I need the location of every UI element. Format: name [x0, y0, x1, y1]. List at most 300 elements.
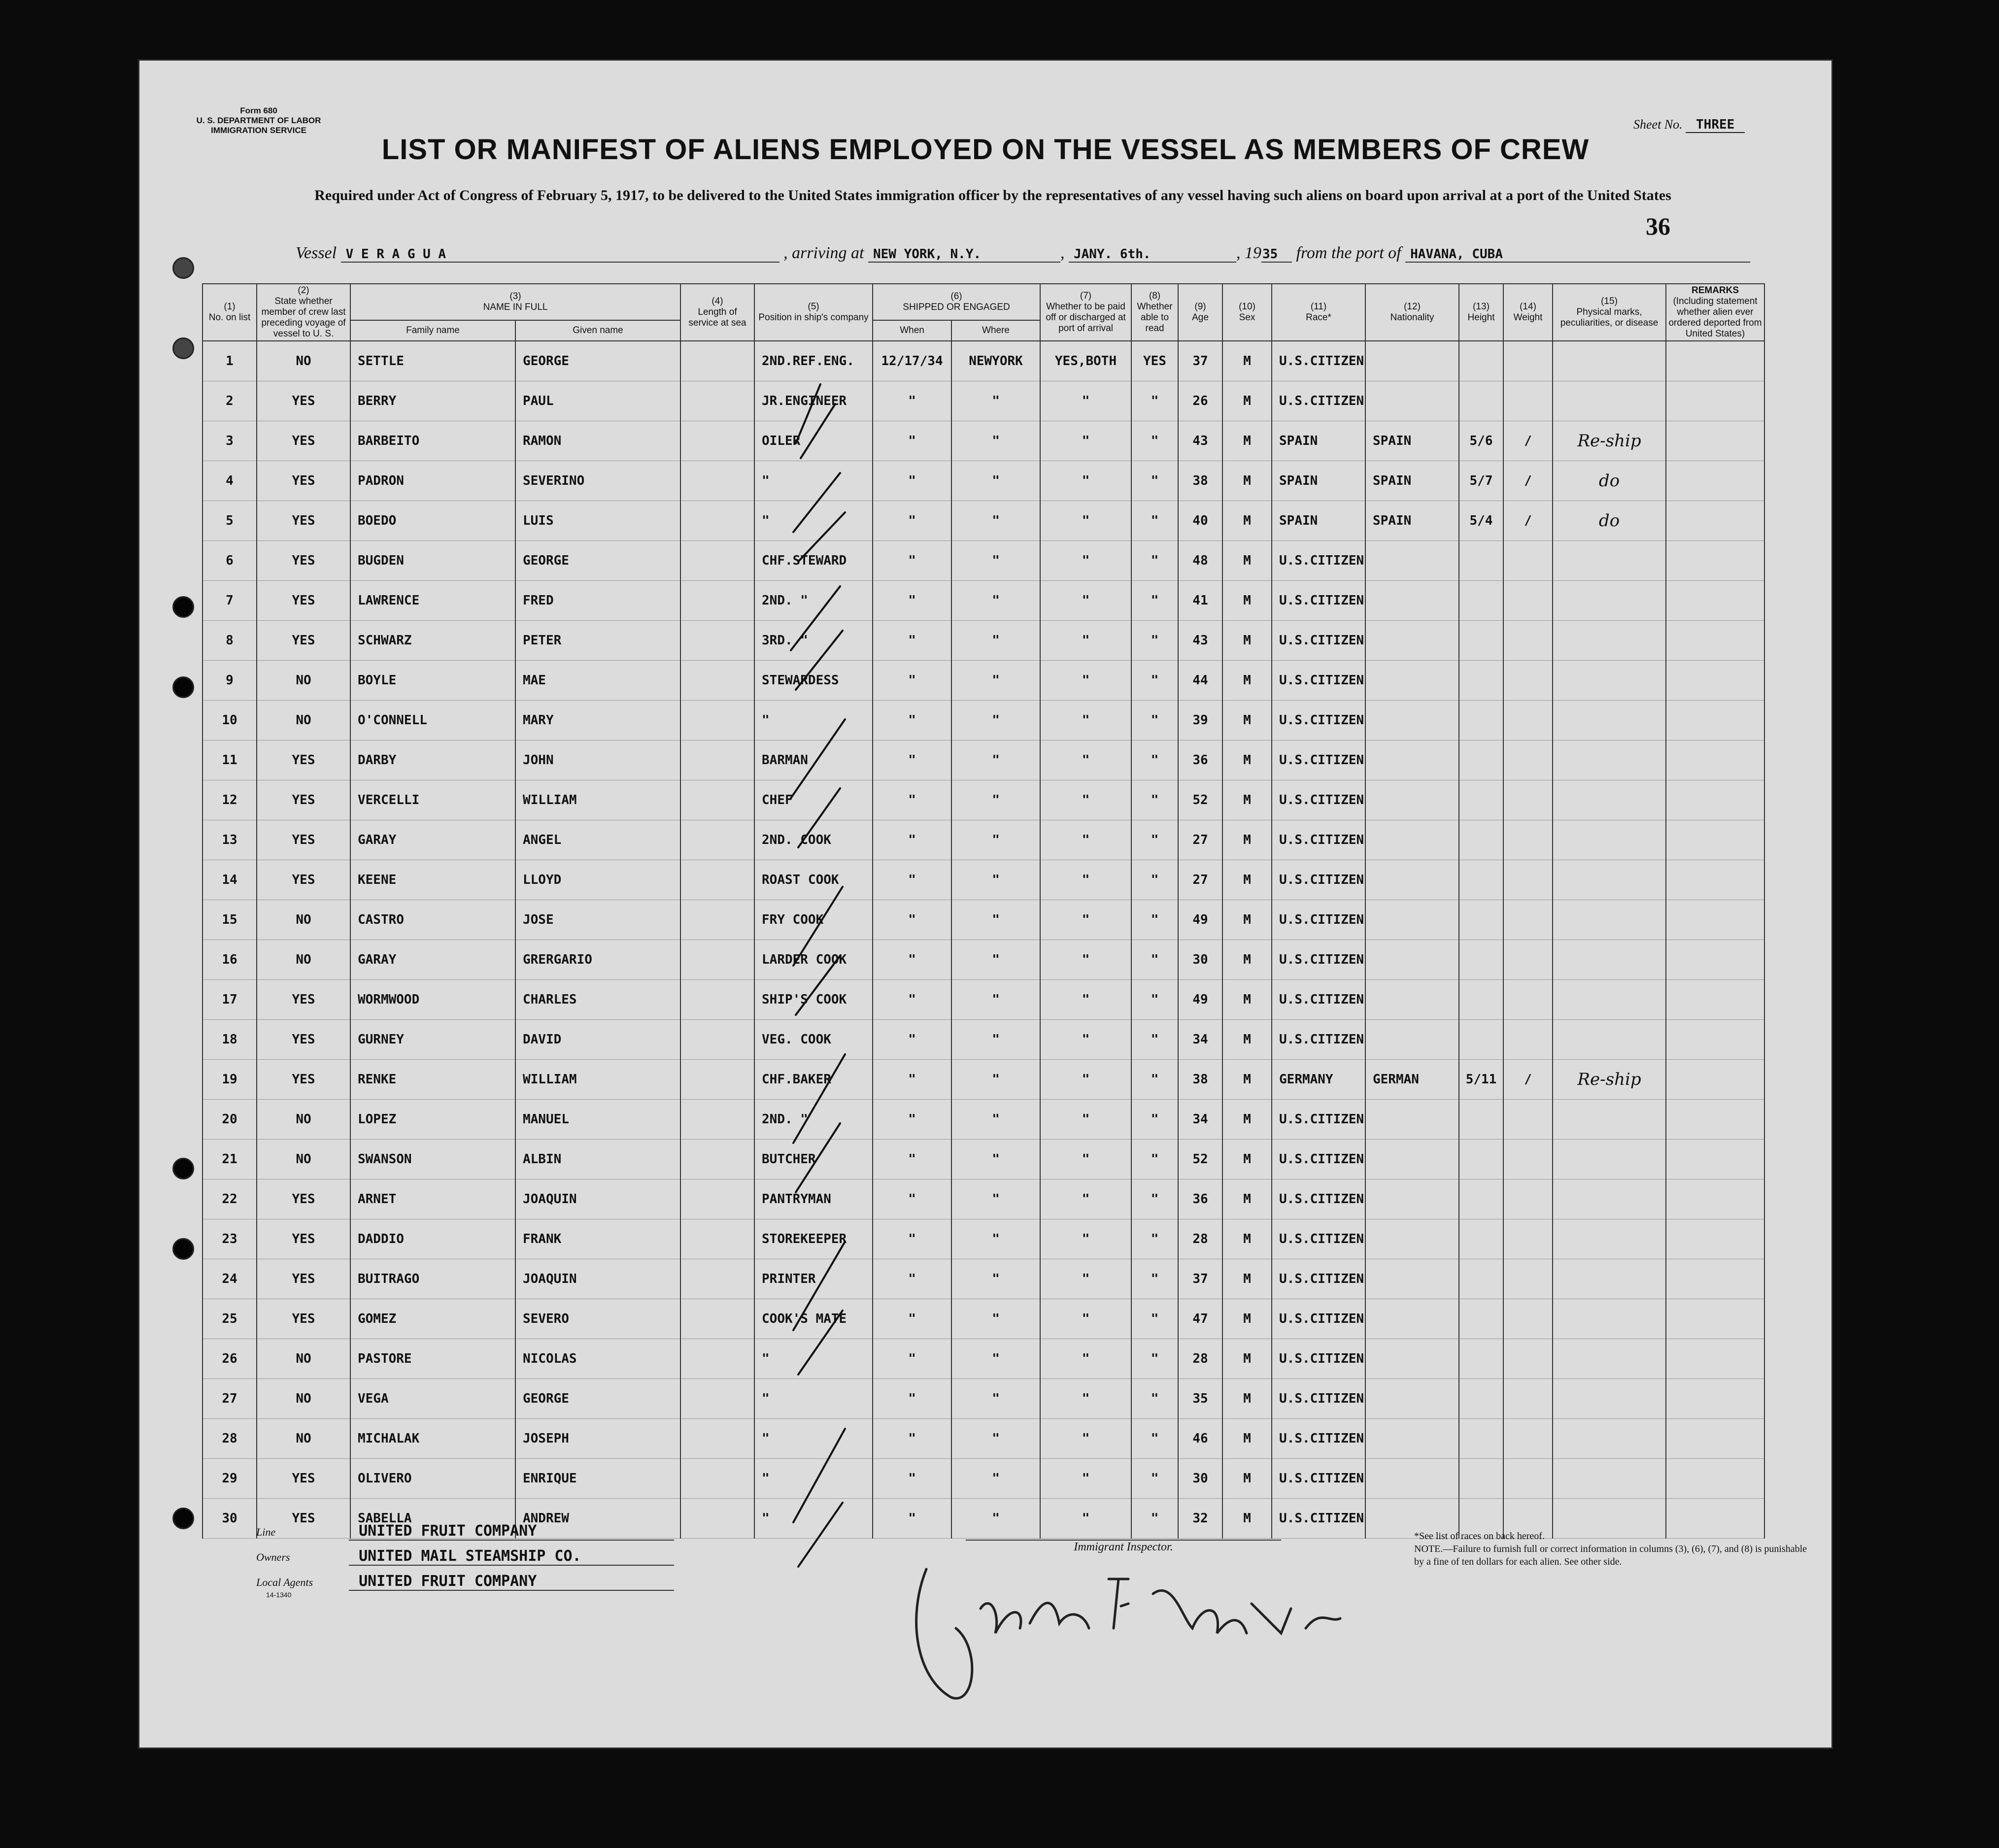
cell-marks	[1553, 1419, 1666, 1459]
cell-position: "	[754, 1419, 873, 1459]
cell-no: 7	[203, 581, 257, 621]
cell-where: "	[951, 1140, 1040, 1179]
cell-sex: M	[1222, 1060, 1272, 1100]
cell-read: "	[1131, 621, 1178, 661]
cell-age: 37	[1178, 1259, 1222, 1299]
cell-age: 49	[1178, 980, 1222, 1020]
cell-height	[1459, 1259, 1503, 1299]
cell-weight	[1503, 1459, 1553, 1499]
cell-nationality	[1365, 980, 1459, 1020]
cell-race: SPAIN	[1272, 461, 1365, 501]
cell-height	[1459, 1179, 1503, 1219]
cell-nationality	[1365, 900, 1459, 940]
cell-read: "	[1131, 980, 1178, 1020]
cell-height	[1459, 661, 1503, 701]
cell-age: 52	[1178, 780, 1222, 820]
agents-label: Local Agents	[256, 1576, 313, 1588]
cell-sex: M	[1222, 980, 1272, 1020]
cell-given: JOSEPH	[515, 1419, 680, 1459]
cell-prev: YES	[257, 501, 350, 541]
table-row	[203, 780, 1764, 820]
cell-sex: M	[1222, 1379, 1272, 1419]
cell-remarks	[1666, 581, 1764, 621]
cell-nationality	[1365, 940, 1459, 980]
cell-given: JOSE	[515, 900, 680, 940]
year-suffix: 35	[1261, 247, 1292, 263]
cell-age: 47	[1178, 1299, 1222, 1339]
cell-when: "	[873, 860, 951, 900]
cell-remarks	[1666, 541, 1764, 581]
cell-marks: do	[1553, 501, 1666, 541]
cell-marks	[1553, 980, 1666, 1020]
cell-nationality	[1365, 581, 1459, 621]
cell-prev: YES	[257, 381, 350, 421]
cell-no: 13	[203, 820, 257, 860]
cell-prev: YES	[257, 621, 350, 661]
cell-given: FRED	[515, 581, 680, 621]
cell-remarks	[1666, 1100, 1764, 1140]
punch-hole	[172, 676, 194, 698]
cell-remarks	[1666, 341, 1764, 381]
cell-age: 38	[1178, 1060, 1222, 1100]
cell-given: ANGEL	[515, 820, 680, 860]
cell-when: "	[873, 1299, 951, 1339]
cell-paid: "	[1040, 740, 1131, 780]
cell-sex: M	[1222, 581, 1272, 621]
cell-marks	[1553, 780, 1666, 820]
cell-remarks	[1666, 1459, 1764, 1499]
cell-marks	[1553, 1379, 1666, 1419]
cell-where: NEWYORK	[951, 341, 1040, 381]
cell-family: PASTORE	[350, 1339, 515, 1379]
cell-given: CHARLES	[515, 980, 680, 1020]
cell-given: ENRIQUE	[515, 1459, 680, 1499]
cell-paid: "	[1040, 1379, 1131, 1419]
cell-race: SPAIN	[1272, 421, 1365, 461]
agents-code: 14-1340	[266, 1591, 292, 1599]
vessel-label: Vessel	[296, 244, 337, 262]
cell-weight	[1503, 1219, 1553, 1259]
page-subtitle: Required under Act of Congress of February 5, 1917, to be delivered to the United States immigration officer by the representatives of any vessel having such aliens on board upon arrival at a port of the United States	[314, 187, 1671, 203]
cell-family: SWANSON	[350, 1140, 515, 1179]
cell-weight	[1503, 980, 1553, 1020]
cell-read: "	[1131, 740, 1178, 780]
cell-remarks	[1666, 1299, 1764, 1339]
cell-sex: M	[1222, 661, 1272, 701]
cell-family: MICHALAK	[350, 1419, 515, 1459]
cell-where: "	[951, 1299, 1040, 1339]
agents-value: UNITED FRUIT COMPANY	[349, 1573, 674, 1591]
cell-paid: "	[1040, 701, 1131, 740]
cell-weight	[1503, 1339, 1553, 1379]
cell-given: GRERGARIO	[515, 940, 680, 980]
cell-age: 44	[1178, 661, 1222, 701]
col-header-remarks: REMARKS (Including statement whether alien ever ordered deported from United States)	[1666, 284, 1764, 341]
cell-marks	[1553, 541, 1666, 581]
cell-height: 5/11	[1459, 1060, 1503, 1100]
cell-remarks	[1666, 381, 1764, 421]
cell-weight	[1503, 541, 1553, 581]
cell-length-of-service	[680, 940, 754, 980]
table-row	[203, 381, 1764, 421]
cell-remarks	[1666, 1020, 1764, 1060]
cell-length-of-service	[680, 1299, 754, 1339]
cell-sex: M	[1222, 1100, 1272, 1140]
cell-remarks	[1666, 1179, 1764, 1219]
cell-given: WILLIAM	[515, 1060, 680, 1100]
cell-race: U.S.CITIZEN	[1272, 1339, 1365, 1379]
col-header-given-name: Given name	[515, 320, 680, 341]
col-header-shipped: (6) SHIPPED OR ENGAGED	[873, 284, 1040, 320]
cell-sex: M	[1222, 1259, 1272, 1299]
cell-position: COOK'S MATE	[754, 1299, 873, 1339]
table-row	[203, 820, 1764, 860]
cell-when: "	[873, 1219, 951, 1259]
cell-sex: M	[1222, 1459, 1272, 1499]
cell-read: "	[1131, 820, 1178, 860]
cell-length-of-service	[680, 381, 754, 421]
cell-marks: do	[1553, 461, 1666, 501]
cell-read: "	[1131, 1259, 1178, 1299]
cell-prev: NO	[257, 1419, 350, 1459]
page-number: 36	[1646, 212, 1670, 240]
cell-sex: M	[1222, 940, 1272, 980]
cell-marks	[1553, 661, 1666, 701]
cell-given: ALBIN	[515, 1140, 680, 1179]
cell-length-of-service	[680, 900, 754, 940]
cell-remarks	[1666, 780, 1764, 820]
cell-race: U.S.CITIZEN	[1272, 1299, 1365, 1339]
cell-age: 26	[1178, 381, 1222, 421]
cell-family: OLIVERO	[350, 1459, 515, 1499]
table-row	[203, 501, 1764, 541]
cell-position: ROAST COOK	[754, 860, 873, 900]
table-row	[203, 621, 1764, 661]
cell-weight	[1503, 341, 1553, 381]
cell-family: GARAY	[350, 820, 515, 860]
cell-prev: NO	[257, 1140, 350, 1179]
cell-nationality	[1365, 1379, 1459, 1419]
cell-read: "	[1131, 900, 1178, 940]
cell-length-of-service	[680, 740, 754, 780]
cell-family: SCHWARZ	[350, 621, 515, 661]
crew-table	[202, 283, 1765, 1539]
cell-read: "	[1131, 381, 1178, 421]
cell-where: "	[951, 621, 1040, 661]
cell-weight	[1503, 381, 1553, 421]
cell-when: "	[873, 1060, 951, 1100]
cell-prev: YES	[257, 740, 350, 780]
cell-race: SPAIN	[1272, 501, 1365, 541]
cell-when: "	[873, 1419, 951, 1459]
cell-weight	[1503, 581, 1553, 621]
cell-remarks	[1666, 1259, 1764, 1299]
cell-when: "	[873, 740, 951, 780]
cell-position: "	[754, 1379, 873, 1419]
cell-age: 27	[1178, 820, 1222, 860]
from-port: HAVANA, CUBA	[1405, 247, 1750, 263]
cell-when: "	[873, 900, 951, 940]
cell-no: 24	[203, 1259, 257, 1299]
cell-no: 28	[203, 1419, 257, 1459]
table-row	[203, 1459, 1764, 1499]
cell-no: 3	[203, 421, 257, 461]
cell-where: "	[951, 1379, 1040, 1419]
cell-length-of-service	[680, 1419, 754, 1459]
cell-when: "	[873, 661, 951, 701]
cell-marks	[1553, 820, 1666, 860]
cell-where: "	[951, 740, 1040, 780]
cell-remarks	[1666, 1419, 1764, 1459]
cell-prev: YES	[257, 1179, 350, 1219]
cell-length-of-service	[680, 1339, 754, 1379]
cell-family: LOPEZ	[350, 1100, 515, 1140]
cell-race: U.S.CITIZEN	[1272, 900, 1365, 940]
cell-age: 38	[1178, 461, 1222, 501]
cell-when: "	[873, 780, 951, 820]
cell-weight	[1503, 621, 1553, 661]
cell-weight	[1503, 820, 1553, 860]
owners-value: UNITED MAIL STEAMSHIP CO.	[349, 1547, 674, 1566]
cell-read: "	[1131, 461, 1178, 501]
table-row	[203, 1419, 1764, 1459]
cell-where: "	[951, 541, 1040, 581]
cell-when: "	[873, 1140, 951, 1179]
cell-where: "	[951, 501, 1040, 541]
cell-position: "	[754, 1499, 873, 1539]
cell-paid: "	[1040, 1419, 1131, 1459]
cell-race: GERMANY	[1272, 1060, 1365, 1100]
cell-prev: YES	[257, 1060, 350, 1100]
cell-where: "	[951, 1499, 1040, 1539]
cell-no: 10	[203, 701, 257, 740]
cell-length-of-service	[680, 541, 754, 581]
table-row	[203, 1020, 1764, 1060]
cell-read: "	[1131, 661, 1178, 701]
cell-position: 3RD. "	[754, 621, 873, 661]
cell-position: "	[754, 461, 873, 501]
cell-sex: M	[1222, 900, 1272, 940]
cell-prev: YES	[257, 860, 350, 900]
cell-paid: "	[1040, 661, 1131, 701]
table-row	[203, 661, 1764, 701]
cell-paid: "	[1040, 501, 1131, 541]
cell-paid: "	[1040, 1459, 1131, 1499]
cell-prev: NO	[257, 661, 350, 701]
cell-given: MARY	[515, 701, 680, 740]
cell-family: ARNET	[350, 1179, 515, 1219]
cell-read: "	[1131, 1459, 1178, 1499]
cell-remarks	[1666, 980, 1764, 1020]
cell-position: "	[754, 1339, 873, 1379]
cell-family: VERCELLI	[350, 780, 515, 820]
cell-height	[1459, 940, 1503, 980]
cell-position: PRINTER	[754, 1259, 873, 1299]
cell-no: 25	[203, 1299, 257, 1339]
vessel-line: Vessel V E R A G U A , arriving at NEW YORK, N.Y. , JANY. 6th. , 1935 from the port of HAVANA, CUBA	[296, 244, 1823, 263]
cell-remarks	[1666, 461, 1764, 501]
cell-race: U.S.CITIZEN	[1272, 820, 1365, 860]
cell-given: LLOYD	[515, 860, 680, 900]
cell-length-of-service	[680, 661, 754, 701]
cell-given: PAUL	[515, 381, 680, 421]
cell-read: YES	[1131, 341, 1178, 381]
cell-age: 28	[1178, 1339, 1222, 1379]
sheet-number-value: THREE	[1686, 117, 1745, 133]
cell-prev: YES	[257, 780, 350, 820]
cell-sex: M	[1222, 1219, 1272, 1259]
cell-marks	[1553, 1020, 1666, 1060]
cell-given: ANDREW	[515, 1499, 680, 1539]
cell-length-of-service	[680, 1499, 754, 1539]
cell-read: "	[1131, 1499, 1178, 1539]
cell-age: 36	[1178, 1179, 1222, 1219]
cell-read: "	[1131, 1060, 1178, 1100]
cell-height	[1459, 1299, 1503, 1339]
cell-paid: "	[1040, 1219, 1131, 1259]
cell-when: "	[873, 1259, 951, 1299]
cell-where: "	[951, 581, 1040, 621]
cell-nationality	[1365, 1459, 1459, 1499]
service-name: IMMIGRATION SERVICE	[211, 126, 306, 135]
cell-position: 2ND. "	[754, 1100, 873, 1140]
cell-family: SETTLE	[350, 341, 515, 381]
cell-sex: M	[1222, 421, 1272, 461]
cell-prev: YES	[257, 541, 350, 581]
cell-weight	[1503, 1140, 1553, 1179]
cell-when: "	[873, 541, 951, 581]
cell-paid: "	[1040, 980, 1131, 1020]
cell-weight	[1503, 1259, 1553, 1299]
cell-given: MANUEL	[515, 1100, 680, 1140]
cell-when: "	[873, 1179, 951, 1219]
vessel-name: V E R A G U A	[341, 247, 779, 263]
cell-height	[1459, 900, 1503, 940]
cell-when: "	[873, 461, 951, 501]
cell-paid: "	[1040, 860, 1131, 900]
cell-given: PETER	[515, 621, 680, 661]
table-row	[203, 1379, 1764, 1419]
owners-label: Owners	[256, 1551, 290, 1563]
cell-given: JOAQUIN	[515, 1179, 680, 1219]
cell-remarks	[1666, 860, 1764, 900]
cell-weight	[1503, 1379, 1553, 1419]
cell-read: "	[1131, 421, 1178, 461]
cell-length-of-service	[680, 1060, 754, 1100]
table-row	[203, 940, 1764, 980]
cell-family: DADDIO	[350, 1219, 515, 1259]
inspector-signature	[897, 1549, 1370, 1727]
cell-nationality: SPAIN	[1365, 421, 1459, 461]
cell-height	[1459, 980, 1503, 1020]
cell-paid: "	[1040, 581, 1131, 621]
cell-read: "	[1131, 1020, 1178, 1060]
cell-prev: YES	[257, 1299, 350, 1339]
cell-family: DARBY	[350, 740, 515, 780]
cell-prev: YES	[257, 1259, 350, 1299]
cell-marks: Re-ship	[1553, 1060, 1666, 1100]
cell-weight: /	[1503, 1060, 1553, 1100]
cell-age: 49	[1178, 900, 1222, 940]
cell-marks	[1553, 860, 1666, 900]
cell-weight	[1503, 1419, 1553, 1459]
cell-length-of-service	[680, 1020, 754, 1060]
cell-weight	[1503, 1020, 1553, 1060]
col-header-able-to-read: (8) Whether able to read	[1131, 284, 1178, 341]
cell-race: U.S.CITIZEN	[1272, 980, 1365, 1020]
cell-read: "	[1131, 780, 1178, 820]
cell-nationality	[1365, 1339, 1459, 1379]
cell-position: LARDER COOK	[754, 940, 873, 980]
cell-age: 43	[1178, 621, 1222, 661]
cell-race: U.S.CITIZEN	[1272, 780, 1365, 820]
col-header-nationality: (12) Nationality	[1365, 284, 1459, 341]
cell-where: "	[951, 1060, 1040, 1100]
cell-height	[1459, 1140, 1503, 1179]
cell-no: 12	[203, 780, 257, 820]
cell-no: 4	[203, 461, 257, 501]
col-header-previous-voyage: (2) State whether member of crew last preceding voyage of vessel to U. S.	[257, 284, 350, 341]
cell-marks	[1553, 341, 1666, 381]
cell-no: 30	[203, 1499, 257, 1539]
cell-given: WILLIAM	[515, 780, 680, 820]
cell-no: 8	[203, 621, 257, 661]
vessel-owners-block	[256, 1522, 674, 1599]
cell-age: 27	[1178, 860, 1222, 900]
cell-sex: M	[1222, 501, 1272, 541]
cell-position: OILER	[754, 421, 873, 461]
cell-family: CASTRO	[350, 900, 515, 940]
cell-read: "	[1131, 501, 1178, 541]
cell-family: O'CONNELL	[350, 701, 515, 740]
cell-where: "	[951, 940, 1040, 980]
cell-paid: "	[1040, 1179, 1131, 1219]
cell-given: LUIS	[515, 501, 680, 541]
cell-sex: M	[1222, 621, 1272, 661]
cell-position: 2ND.REF.ENG.	[754, 341, 873, 381]
cell-length-of-service	[680, 701, 754, 740]
cell-age: 34	[1178, 1020, 1222, 1060]
cell-no: 14	[203, 860, 257, 900]
cell-race: U.S.CITIZEN	[1272, 1140, 1365, 1179]
cell-nationality	[1365, 541, 1459, 581]
cell-no: 18	[203, 1020, 257, 1060]
cell-sex: M	[1222, 1299, 1272, 1339]
cell-read: "	[1131, 541, 1178, 581]
cell-age: 34	[1178, 1100, 1222, 1140]
cell-weight: /	[1503, 421, 1553, 461]
footnote-races: *See list of races on back hereof.	[1414, 1531, 1545, 1542]
form-number: Form 680	[240, 106, 277, 115]
cell-length-of-service	[680, 980, 754, 1020]
cell-sex: M	[1222, 1140, 1272, 1179]
cell-prev: NO	[257, 1339, 350, 1379]
cell-paid: "	[1040, 1499, 1131, 1539]
cell-family: LAWRENCE	[350, 581, 515, 621]
cell-height	[1459, 860, 1503, 900]
cell-length-of-service	[680, 780, 754, 820]
cell-position: 2ND. COOK	[754, 820, 873, 860]
col-header-no: (1) No. on list	[203, 284, 257, 341]
cell-where: "	[951, 1339, 1040, 1379]
cell-family: BOYLE	[350, 661, 515, 701]
cell-family: KEENE	[350, 860, 515, 900]
col-header-family-name: Family name	[350, 320, 515, 341]
cell-remarks	[1666, 621, 1764, 661]
cell-remarks	[1666, 1219, 1764, 1259]
cell-position: STOREKEEPER	[754, 1219, 873, 1259]
cell-read: "	[1131, 1219, 1178, 1259]
